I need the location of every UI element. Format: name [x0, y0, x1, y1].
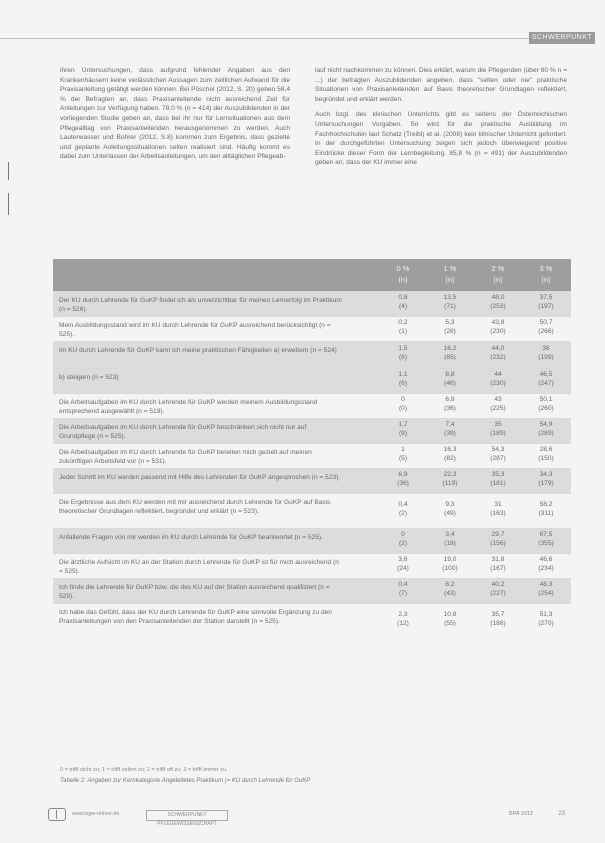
row-value: 0,8 (4) [398, 294, 408, 311]
table-row [53, 316, 571, 341]
row-value: 0,4 (7) [398, 581, 408, 598]
row-value: 9,3 (49) [444, 501, 456, 518]
table-body [53, 291, 571, 638]
row-value: 0,4 (2) [398, 501, 408, 518]
table-row [53, 578, 571, 603]
row-value: 0 (0) [398, 396, 408, 413]
footer-issue: BPA 2012 [508, 811, 533, 817]
row-question: Die Ergebnisse aus dem KU werden mit mir ausreichend durch Lehrende für GuKP auf Basis theoretischer Grundlagen reflektiert, begründet und erklärt (n = 523). [59, 499, 331, 516]
body-column-right [315, 66, 567, 174]
row-value: 1 (5) [398, 446, 408, 463]
row-value: 22,3 (119) [442, 471, 458, 488]
row-value: 0 (2) [398, 531, 408, 548]
row-value: 5,3 (28) [444, 319, 456, 336]
row-value: 1,7 (9) [398, 421, 408, 438]
row-value: 51,3 (270) [538, 611, 554, 628]
row-value: 37,5 (197) [538, 294, 554, 311]
row-value: 43,8 (230) [490, 319, 506, 336]
row-question: Ich habe das Gefühl, dass der KU durch Lehrende für GuKP eine sinnvolle Ergänzung zu den Praxisanleitungen von den Praxisanleitenden der Station darstellt (n = 525). [59, 609, 332, 626]
publisher-logo-icon [48, 808, 66, 821]
row-value: 50,1 (260) [538, 396, 554, 413]
row-value: 38 (199) [538, 345, 554, 362]
row-value: 8,2 (43) [444, 581, 456, 598]
footer-url[interactable]: www.bgw-online.de [72, 811, 120, 817]
row-value: 3,6 (24) [397, 556, 409, 573]
row-value: 2,3 (12) [397, 611, 409, 628]
row-value: 6,9 (36) [444, 396, 456, 413]
column-header: 2 % (n) [491, 264, 505, 284]
row-question: Jeder Schritt im KU werden passend mit Hilfe des Lehrenden für GuKP angesprochen (n = 523). [59, 474, 341, 481]
table-row [53, 528, 571, 553]
row-value: 44 (230) [490, 371, 506, 388]
table-header [53, 259, 571, 291]
row-value: 46,6 (234) [538, 556, 554, 573]
row-value: 0,2 (1) [398, 319, 408, 336]
row-value: 54,9 (289) [538, 421, 554, 438]
row-value: 1,5 (8) [398, 345, 408, 362]
table-row [53, 468, 571, 493]
footer-publisher: SCHWERPUNKT PFLEGEWISSENSCHAFT [146, 810, 228, 821]
row-question: Die Arbeitsaufgaben im KU durch Lehrende für GuKP beschränken sich nicht nur auf Grundpflege (n = 525). [59, 424, 307, 441]
section-tag: SCHWERPUNKT [529, 32, 595, 44]
margin-mark [8, 193, 9, 215]
row-value: 28,6 (150) [538, 446, 554, 463]
table-row [53, 493, 571, 528]
row-value: 67,5 (355) [538, 531, 554, 548]
body-paragraph: Auch bzgl. des klinischen Unterrichts gibt es seitens der Österreichischen Untersuchungen Vorgaben. So wird für die praktische Ausbildung im Fachhochschulen laut Schatz (Treibl) et al. (2008) kein klinischer Unterricht gefordert. In der durchgeführten Untersuchung zeigen sich jedoch überwiegend positive Eindrücke dieser Form der Lernbegleitung. 85,8 % (n = 491) der Auszubildenden geben an, dass der KU immer eine [315, 111, 567, 167]
row-value: 34,3 (179) [538, 471, 554, 488]
row-value: 46,5 (247) [538, 371, 554, 388]
row-value: 29,7 (156) [490, 531, 506, 548]
row-question: Mein Ausbildungsstand wird im KU durch Lehrende für GuKP ausreichend berücksichtigt (n = 525). [59, 322, 331, 339]
table-legend: 0 = trifft nicht zu; 1 = trifft selten zu; 2 = trifft oft zu; 3 = trifft immer zu [60, 767, 226, 773]
table-row [53, 368, 571, 393]
row-value: 31,8 (167) [490, 556, 506, 573]
row-question: b) steigern (n = 523) [59, 374, 119, 381]
table-row [53, 291, 571, 316]
row-value: 8,8 (46) [444, 371, 456, 388]
table-row [53, 553, 571, 578]
row-value: 7,4 (39) [444, 421, 456, 438]
column-header: 3 % (n) [539, 264, 553, 284]
row-value: 44,0 (232) [490, 345, 506, 362]
row-question: Der KU durch Lehrende für GuKP findet ich als unverzichtbar für meinen Lernerfolg im Praktikum (n = 526). [59, 297, 342, 314]
row-value: 40,2 (227) [490, 581, 506, 598]
row-value: 16,3 (82) [443, 446, 457, 463]
row-value: 35,7 (188) [490, 611, 506, 628]
row-value: 48,3 (254) [538, 581, 554, 598]
row-value: 50,7 (266) [538, 319, 554, 336]
table-caption: Tabelle 2: Angaben zur Kernkategorie Angeleitetes Praktikum (= KU durch Lehrende für GuKP [60, 778, 311, 784]
row-value: 6,9 (36) [397, 471, 409, 488]
row-value: 1,1 (6) [398, 371, 408, 388]
table-row [53, 443, 571, 468]
body-paragraph: ihren Untersuchungen, dass aufgrund fehlender Angaben aus den Krankenhäusern keine verlässlichen Aussagen zum zeitlichen Aufwand für die Praxisanleitung getätigt werden können. Bei Pöschel (2012, S. 20) geben 58,4 % der Befragten an, dass Praxisanleitende nicht ausreichend Zeit für Anleitungen zur Verfügung haben. 78,0 % (n = 414) der Auszubildenden in der vorliegenden Studie geben an, dass bei ihr nur für Lernsituationen aus dem Pflegealltag von Praxisanleitenden herausgenommen zu werden. Auch Lauterwasser und Bohrer (2012, S.8) kommen zum Ergebnis, dass gezielte und geplante Anleitungssituationen selten realisiert sind. Häufig kommt es dabei zum Unterlassen der Arbeitsanleitungen, um den alltäglichen Pflegeab- [60, 67, 290, 161]
table-row [53, 418, 571, 443]
header-bar [0, 32, 605, 44]
body-column-left [60, 66, 290, 168]
row-question: Die Arbeitsaufgaben im KU durch Lehrende für GuKP bereiten mich gezielt auf meinen zukünftigen Arbeitsfeld vor (n = 531). [59, 449, 312, 466]
row-question: Die Arbeitsaufgaben im KU durch Lehrende für GuKP werden meinem Ausbildungsstand entsprechend ausgewählt (n = 519). [59, 399, 318, 416]
row-value: 16,2 (85) [443, 345, 457, 362]
table-row [53, 341, 571, 368]
row-question: Im KU durch Lehrende für GuKP kann ich meine praktischen Fähigkeiten a) erweitern (n = 524) [59, 347, 337, 354]
row-question: Die ärztliche Aufsicht im KU an der Station durch Lehrende für GuKP ist für mich ausreichend (n = 525). [59, 559, 339, 576]
row-value: 19,0 (100) [442, 556, 458, 573]
row-value: 31 (163) [490, 501, 506, 518]
row-value: 13,5 (71) [443, 294, 457, 311]
body-paragraph: lauf nicht nachkommen zu können. Dies erklärt, warum die Pflegenden (über 60 % n = ...) der befragten Auszubildenden angeben, dass "selten oder nie" praktische Situationen von Praxisanleitenden auf Basis theoretischer Grundlagen reflektiert, begründet und erklärt werden. [315, 67, 567, 103]
table-row [53, 603, 571, 638]
margin-mark [8, 162, 9, 180]
results-table [53, 259, 571, 638]
page-footer [48, 808, 571, 827]
row-value: 10,8 (55) [443, 611, 457, 628]
row-value: 43 (225) [490, 396, 506, 413]
row-value: 54,3 (287) [490, 446, 506, 463]
page-number: 23 [558, 811, 565, 817]
row-question: Anfallende Fragen von mir werden im KU durch Lehrende für GuKP beantwortet (n = 525). [59, 534, 323, 541]
row-value: 48,0 (253) [490, 294, 506, 311]
table-row [53, 393, 571, 418]
row-value: 35 (189) [490, 421, 506, 438]
row-value: 3,4 (18) [444, 531, 456, 548]
row-value: 58,2 (311) [538, 501, 554, 518]
header-rule [0, 38, 545, 39]
column-header: 0 % (n) [396, 264, 410, 284]
row-question: Ich finde die Lehrende für GuKP bzw. die des KU auf der Station ausreichend qualifiziert (n = 529). [59, 584, 330, 601]
column-header: 1 % (n) [443, 264, 457, 284]
row-value: 35,3 (181) [490, 471, 506, 488]
